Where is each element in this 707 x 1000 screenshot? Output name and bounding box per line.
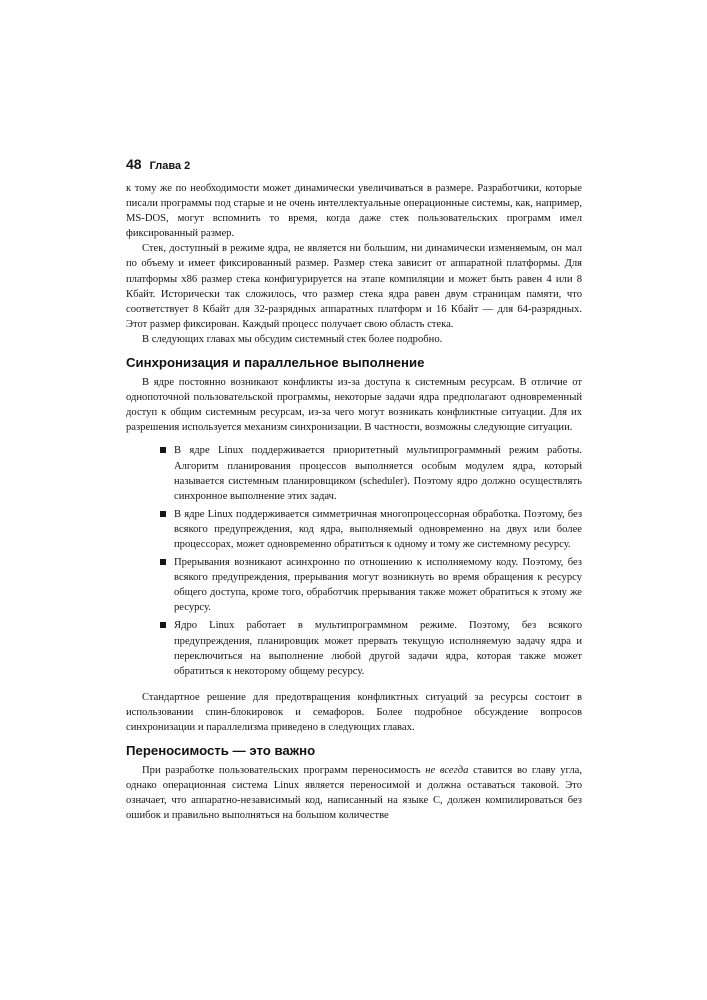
page-header [126,156,582,172]
list-item [160,555,582,615]
paragraph-next-chapters: В следующих главах мы обсудим системный стек более подробно. [142,333,443,345]
sync-bullet-list [126,443,582,678]
book-page [126,156,582,823]
list-item [160,443,582,503]
portability-emphasis: не всегда [425,765,469,777]
section-heading-sync: Синхронизация и параллельное выполнение [126,355,425,371]
page-number: 48 [126,156,142,172]
paragraph-kernel-stack: Стек, доступный в режиме ядра, не является ни большим, ни динамически изменяемым, он мал по объему и имеет фиксированный размер. Размер стека зависит от аппаратной платформы. Для платформы x86 размер стека конфигурируется на этапе компиляции и может быть равен 4 или 8 Кбайт. Исторически так сложилось, что размер стека ядра равен двум страницам памяти, что соответствует 8 Кбайт для 32-разрядных аппаратных платформ и 16 Кбайт — для 64-разрядных. Этот размер фиксирован. Каждый процесс получает свою область стека. [126,243,582,330]
list-item-text: В ядре Linux поддерживается симметричная многопроцессорная обработка. Поэтому, без всякого предупреждения, код ядра, выполняемый одновременно на двух или более процессорах, может одновременно обратиться к одному и тому же системному ресурсу. [174,508,582,550]
portability-text-end: ставится во главу угла, однако операционная система Linux является переносимой и должна оставаться таковой. Это означает, что аппаратно-независимый код, написанный на языке С, должен компилироваться без ошибок и правильно выполняться на большом количестве [126,765,583,822]
section-heading-portability: Переносимость — это важно [126,743,316,759]
list-item [160,507,582,552]
paragraph-sync-lead: В ядре постоянно возникают конфликты из-за доступа к системным ресурсам. В отличие от однопоточной пользовательской программы, некоторые задачи ядра предполагают одновременный доступ к общим системным ресурсам, из-за чего могут возникать конфликтные ситуации. Для их разрешения используется механизм синхронизации. В частности, возможны следующие ситуации. [126,377,582,434]
portability-text-start: При разработке пользовательских программ переносимость [142,765,426,777]
square-bullet-icon [160,559,166,565]
spacer [126,435,582,443]
list-item [160,618,582,678]
square-bullet-icon [160,511,166,517]
list-item-text: Ядро Linux работает в мультипрограммном режиме. Поэтому, без всякого предупреждения, планировщик может прервать текущую исполняемую задачу ядра и переключиться на выполнение любой другой задачи ядра, которая также может обратиться к некоторому общему ресурсу. [174,620,582,677]
square-bullet-icon [160,447,166,453]
spacer [126,682,582,690]
paragraph-sync-closing: Стандартное решение для предотвращения конфликтных ситуаций за ресурсы состоит в использовании спин-блокировок и семафоров. Более подробное обсуждение вопросов синхронизации и параллелизма приведено в следующих главах. [126,691,582,733]
square-bullet-icon [160,622,166,628]
chapter-label: Глава 2 [149,160,191,172]
list-item-text: Прерывания возникают асинхронно по отношению к исполняемому коду. Поэтому, без всякого предупреждения, прерывания могут возникнуть во время обращения к ресурсу общего доступа, кроме того, обработчик прерывания также может обратиться к этому же ресурсу. [174,557,582,614]
list-item-text: В ядре Linux поддерживается приоритетный мультипрограммный режим работы. Алгоритм планирования процессов выполняется особым модулем ядра, который называется системным планировщиком (scheduler). Поэтому ядро должно осуществлять синхронное выполнение этих задач. [174,445,582,502]
paragraph-stack-continued: к тому же по необходимости может динамически увеличиваться в размере. Разработчики, которые писали программы под старые и не очень интеллектуальные операционные системы, как, например, MS-DOS, могут вспомнить то время, когда даже стек пользовательских программ имел фиксированный размер. [126,183,582,240]
paragraph-portability [126,763,582,823]
